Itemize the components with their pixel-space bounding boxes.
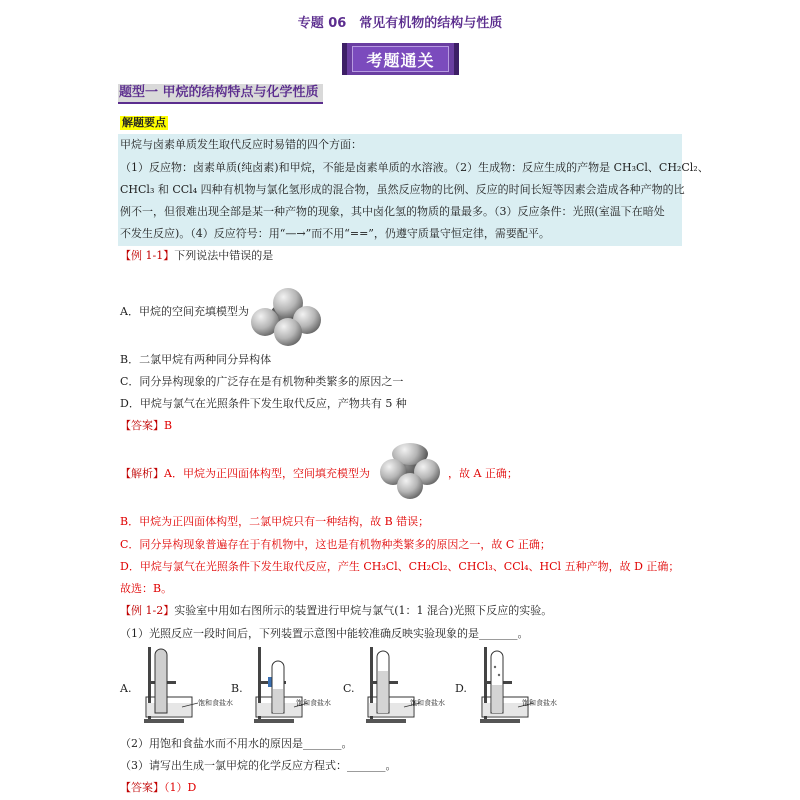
- analysis-text: A．甲烷为正四面体构型，空间填充模型为: [164, 467, 370, 480]
- analysis-a: [120, 466, 370, 481]
- analysis-a-tail: ，故 A 正确；: [448, 467, 518, 480]
- key-line: CHCl₃ 和 CCl₄ 四种有机物与氯化氢形成的混合物，虽然反应物的比例、反应的时间长短等因素会造成各种产物的比: [120, 183, 685, 196]
- question-1: （1）光照反应一段时间后，下列装置示意图中能较准确反映实验现象的是_______。: [120, 627, 529, 640]
- apparatus-b-diagram: [246, 645, 336, 725]
- key-line: 例不一，但很难出现全部是某一种产物的现象，其中卤化氢的物质的量最多。（3）反应条件：光照(室温下在暗处: [120, 205, 665, 218]
- apparatus-c-liquid-label: 饱和食盐水: [410, 699, 445, 707]
- banner-label: 考题通关: [352, 46, 449, 72]
- key-line: 甲烷与卤素单质发生取代反应时易错的四个方面：: [120, 138, 362, 151]
- answer-1-2: [120, 780, 196, 795]
- analysis-c: C．同分异构现象普遍存在于有机物中，这也是有机物种类繁多的原因之一，故 C 正确；: [120, 538, 551, 551]
- apparatus-b-label: B.: [231, 682, 243, 695]
- analysis-d: D．甲烷与氯气在光照条件下发生取代反应，产生 CH₃Cl、CH₂Cl₂、CHCl₃、CCl₄、HCl 五种产物，故 D 正确；: [120, 560, 680, 573]
- answer-tag: 【答案】: [120, 419, 164, 432]
- apparatus-b-liquid-label: 饱和食盐水: [296, 699, 331, 707]
- answer-value: B: [164, 419, 173, 432]
- key-line: （1）反应物：卤素单质(纯卤素)和甲烷，不能是卤素单质的水溶液。（2）生成物：反应生成的产物是 CH₃Cl、CH₂Cl₂、: [120, 161, 709, 174]
- key-points-label: 解题要点: [122, 116, 166, 129]
- option-d: D．甲烷与氯气在光照条件下发生取代反应，产物共有 5 种: [120, 397, 407, 410]
- example-tag: 【例 1-1】: [120, 249, 175, 262]
- analysis-b: B．甲烷为正四面体构型，二氯甲烷只有一种结构，故 B 错误；: [120, 515, 430, 528]
- methane-space-filling-model-icon: [247, 288, 325, 348]
- option-a: A．甲烷的空间充填模型为: [120, 305, 249, 318]
- key-points-box: [118, 134, 709, 246]
- apparatus-a-diagram: [136, 645, 226, 725]
- analysis-tag: 【解析】: [120, 467, 164, 480]
- answer-tag: 【答案】: [120, 781, 164, 794]
- key-line: 不发生反应)。（4）反应符号：用“—→”而不用“==”，仍遵守质量守恒定律，需要配平。: [120, 227, 550, 240]
- example-1-2-stem: [120, 603, 552, 618]
- example-1-1-stem: [120, 248, 273, 263]
- analysis-conclusion: 故选：B。: [120, 582, 173, 595]
- question-2: （2）用饱和食盐水而不用水的原因是_______。: [120, 737, 353, 750]
- answer-1-1: [120, 418, 172, 433]
- apparatus-a-liquid-label: 饱和食盐水: [198, 699, 233, 707]
- question-text: 实验室中用如右图所示的装置进行甲烷与氯气(1：1 混合)光照下反应的实验。: [174, 604, 553, 617]
- apparatus-a-label: A.: [120, 682, 132, 695]
- option-b: B．二氯甲烷有两种同分异构体: [120, 353, 272, 366]
- question-3: （3）请写出生成一氯甲烷的化学反应方程式：_______。: [120, 759, 397, 772]
- example-tag: 【例 1-2】: [120, 604, 175, 617]
- apparatus-d-liquid-label: 饱和食盐水: [522, 699, 557, 707]
- apparatus-d-label: D.: [455, 682, 467, 695]
- answer-value: （1）D: [164, 781, 197, 794]
- question-text: 下列说法中错误的是: [174, 249, 274, 262]
- methane-space-filling-model-icon: [378, 443, 442, 501]
- apparatus-d-diagram: [472, 645, 562, 725]
- section-banner: [342, 43, 459, 75]
- page-title: 专题 06 常见有机物的结构与性质: [297, 16, 503, 31]
- option-c: C．同分异构现象的广泛存在是有机物种类繁多的原因之一: [120, 375, 404, 388]
- topic-heading: 题型一 甲烷的结构特点与化学性质: [118, 84, 323, 104]
- apparatus-c-diagram: [358, 645, 448, 725]
- apparatus-c-label: C.: [343, 682, 355, 695]
